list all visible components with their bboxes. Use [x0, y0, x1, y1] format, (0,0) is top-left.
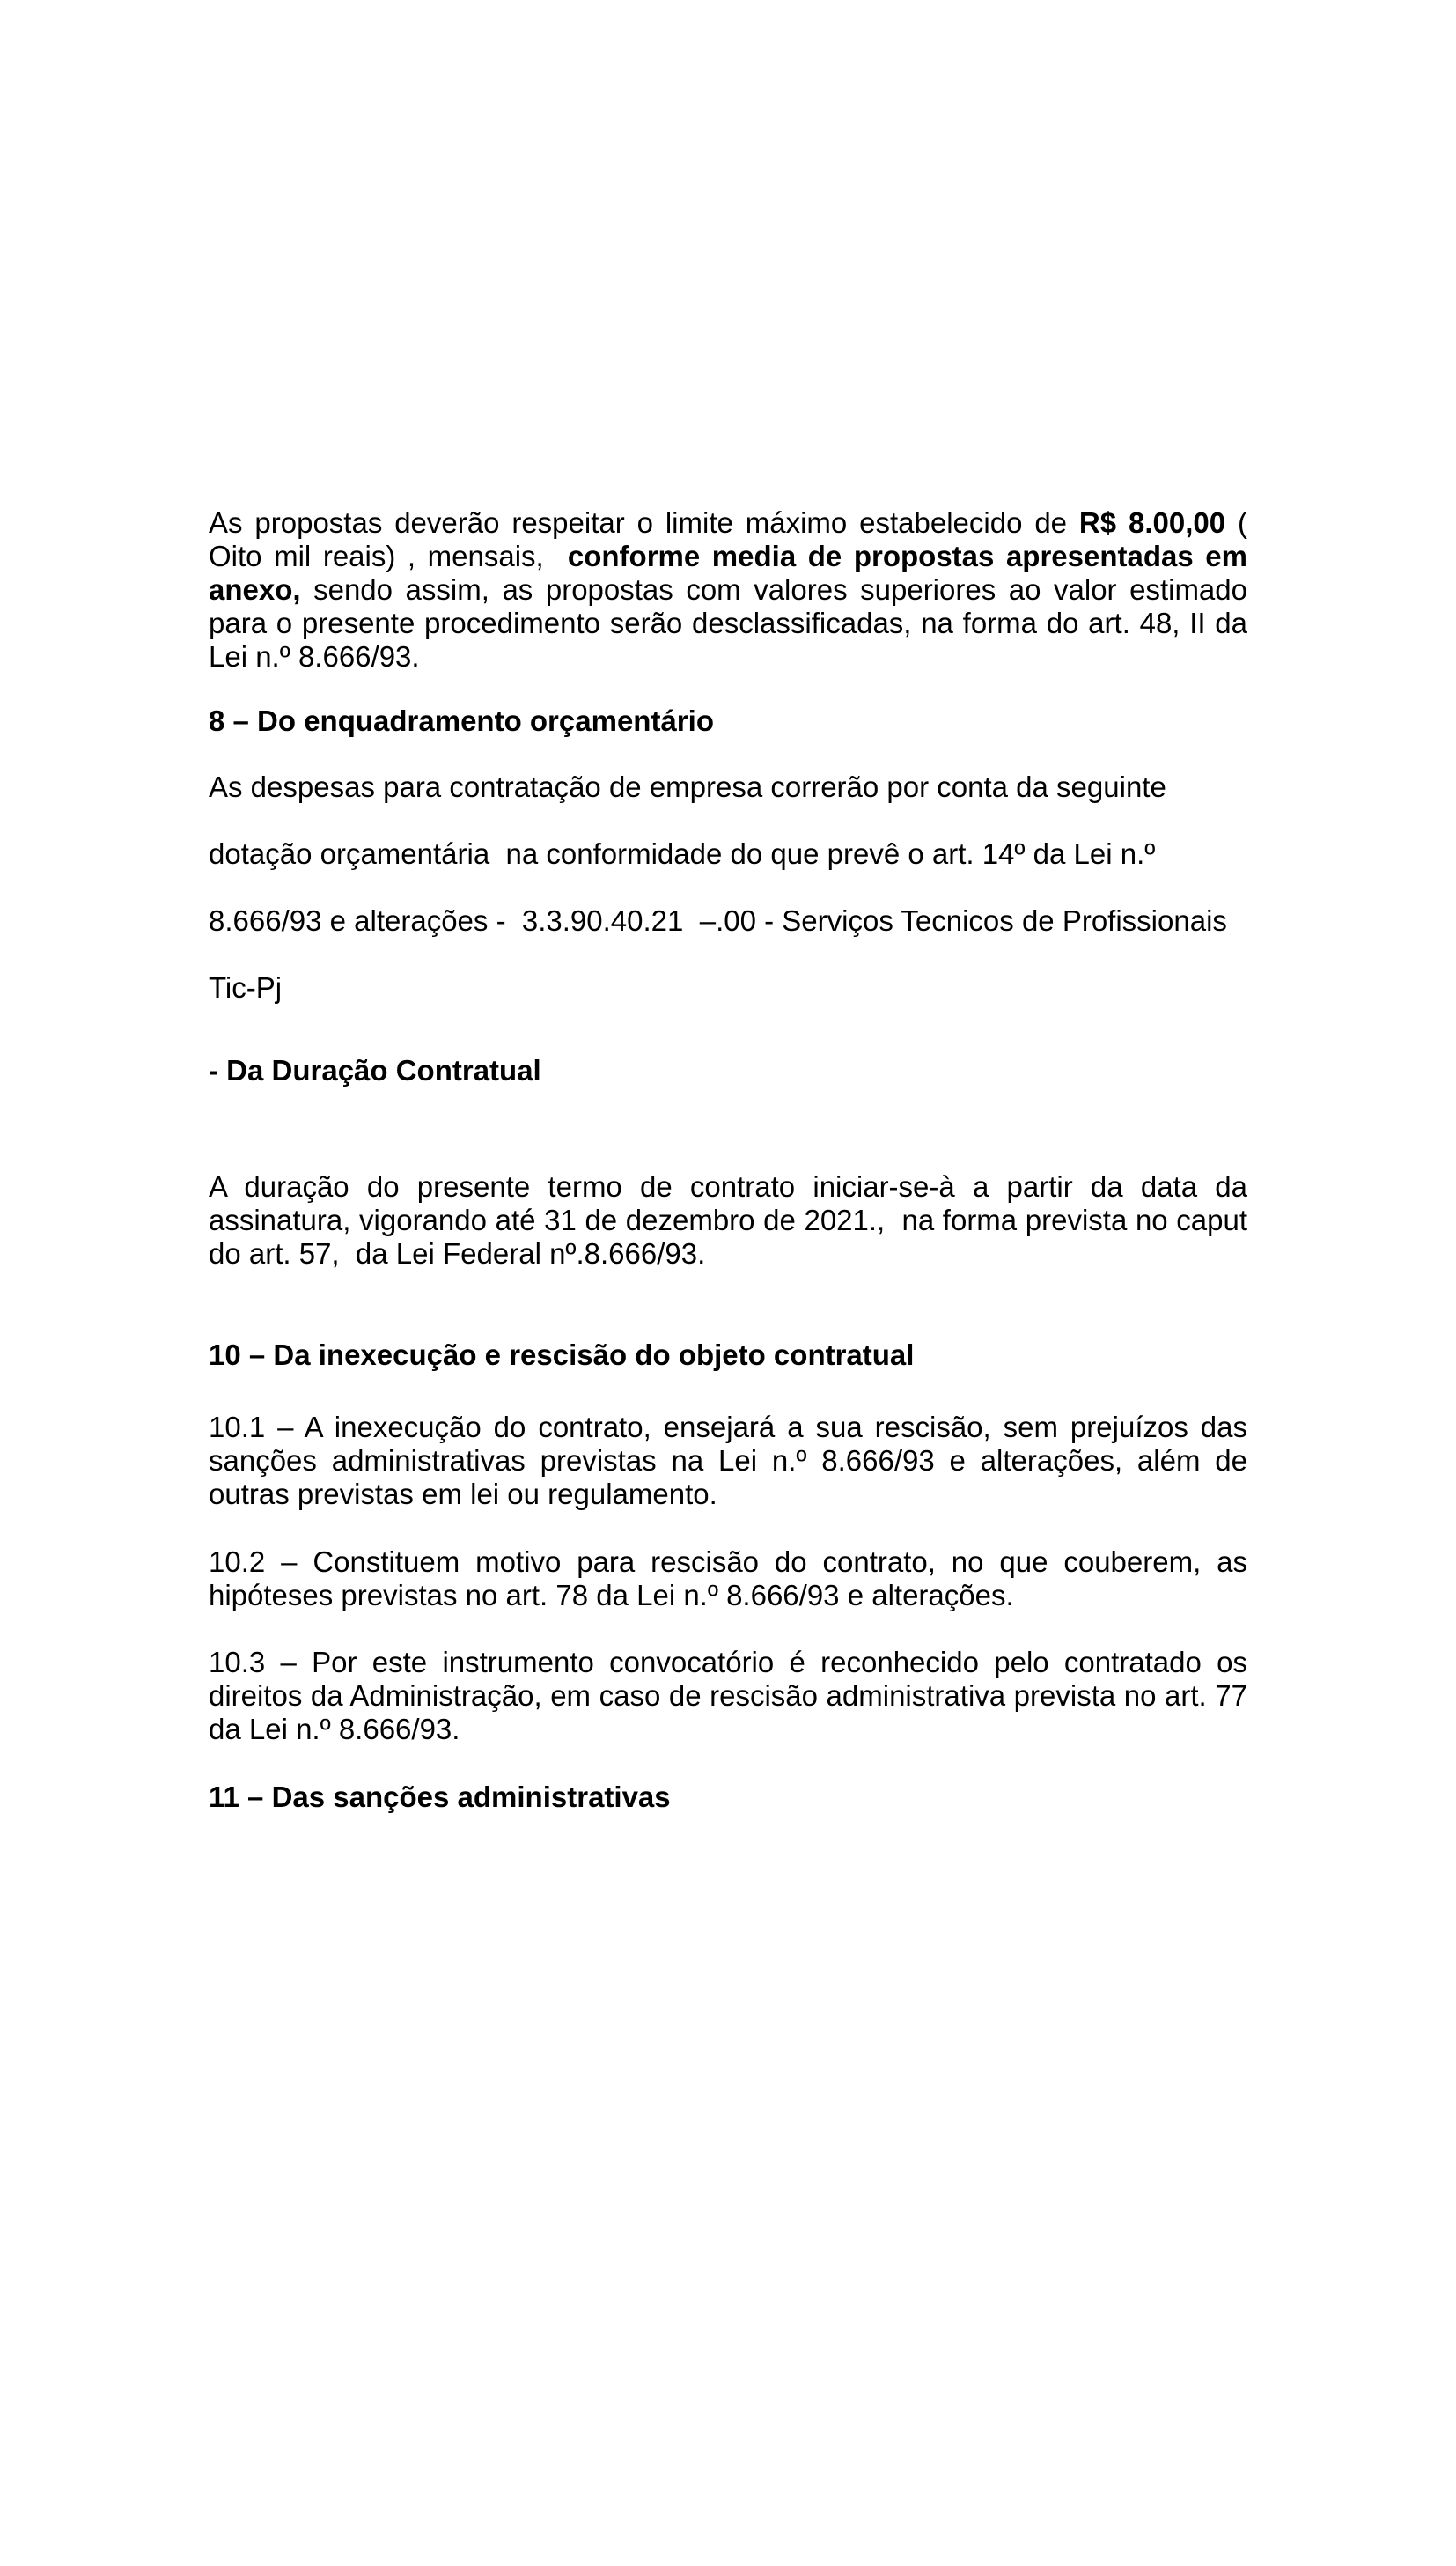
propostas-part5: sendo assim, as propostas com valores superiores ao valor estimado para o presente procedimento serão desclassificadas, na forma do art. 48, II da Lei n.º 8.666/93.: [209, 573, 1256, 673]
paragraph-duracao-contrato: A duração do presente termo de contrato iniciar-se-à a partir da data da assinatura, vigorando até 31 de dezembro de 2021., na forma prevista no caput do art. 57, da Lei Federal nº.8.666/93.: [209, 1170, 1256, 1270]
paragraph-10-2: 10.2 – Constituem motivo para rescisão do contrato, no que couberem, as hipóteses previstas no art. 78 da Lei n.º 8.666/93 e alterações.: [209, 1545, 1256, 1611]
propostas-part1: As propostas deverão respeitar o limite máximo estabelecido de: [209, 506, 1079, 539]
paragraph-propostas: [209, 506, 1256, 674]
paragraph-10-3: 10.3 – Por este instrumento convocatório é reconhecido pelo contratado os direitos da Administração, em caso de rescisão administrativa prevista no art. 77 da Lei n.º 8.666/93.: [209, 1646, 1256, 1745]
propostas-amount-bold: R$ 8.00,00: [1078, 506, 1226, 539]
paragraph-dotacao-orcamentaria: As despesas para contratação de empresa correrão por conta da seguinte dotação orçamentária na conformidade do que prevê o art. 14º da Lei n.º 8.666/93 e alterações - 3.3.90.40.21 –.00 - Serviços Tecnicos de Profissionais Tic-Pj: [209, 771, 1235, 1004]
heading-enquadramento-orcamentario: 8 – Do enquadramento orçamentário: [209, 704, 714, 737]
heading-duracao-contratual: - Da Duração Contratual: [209, 1054, 541, 1087]
propostas-part3: ( Oito mil reais) , mensais,: [209, 506, 1256, 572]
heading-inexecucao-rescisao: 10 – Da inexecução e rescisão do objeto contratual: [209, 1338, 915, 1371]
propostas-conforme-bold: conforme media de propostas apresentadas em anexo,: [209, 540, 1256, 606]
document-page: [0, 506, 1456, 1814]
heading-sancoes-administrativas: 11 – Das sanções administrativas: [209, 1781, 671, 1813]
paragraph-10-1: 10.1 – A inexecução do contrato, ensejará a sua rescisão, sem prejuízos das sanções administrativas previstas na Lei n.º 8.666/93 e alterações, além de outras previstas em lei ou regulamento.: [209, 1411, 1256, 1510]
